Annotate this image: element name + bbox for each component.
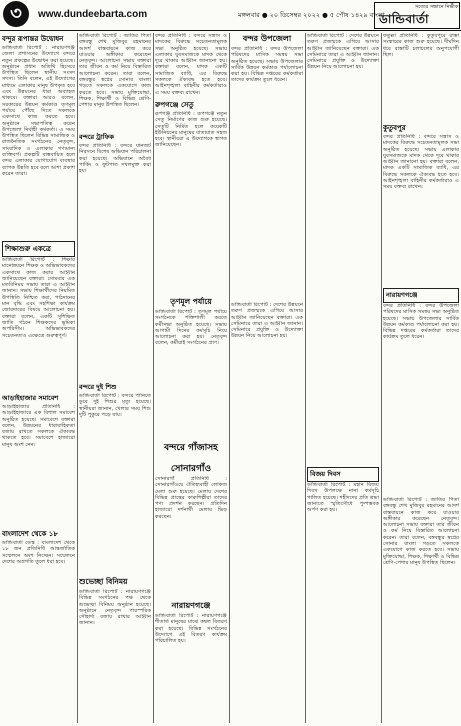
column-divider (153, 33, 154, 723)
story-headline[interactable]: নারায়ণগঞ্জে (383, 288, 459, 303)
column-1 (2, 33, 75, 723)
story-body: বন্দর প্রতিনিধি : বন্দর উপজেলা পরিষদের মাসিক সমন্বয় সভা অনুষ্ঠিত হয়েছে। সভায় উপজেলার সার্বিক উন্নয়ন কর্মকাণ্ড পর্যালোচনা করা হয়। বিভিন্ন দপ্তরের কর্মকর্তারা তাদের কার্যক্রম তুলে ধরেন। (231, 46, 303, 84)
column-divider (381, 33, 382, 723)
story-headline[interactable]: বাংলাদেশ থেকে ১৮ (2, 530, 58, 538)
masthead-tagline: সত্যের সন্ধানে নির্ভীক (415, 4, 459, 10)
story-body: রূপগঞ্জ প্রতিনিধি : রূপগঞ্জে নতুন সেতু নির্মাণের কাজ শুরু হয়েছে। সেতুটি নির্মিত হলে কয়েকটি ইউনিয়নের মানুষের যাতায়াত সহজ হবে। স্থানীয়রা এ উদ্যোগকে স্বাগত জানিয়েছেন। (155, 111, 227, 149)
story-body: সোনারগাঁ প্রতিনিধি : সোনারগাঁওয়ে ঐতিহ্যবাহী লোকজ মেলা শুরু হয়েছে। মেলায় দেশের বিভিন্ন প্রান্তের কারুশিল্পীরা তাদের পণ্য প্রদর্শন করছেন। প্রতিদিন হাজারো দর্শনার্থী মেলায় ভিড় করছেন। (155, 476, 227, 520)
story-body: ডান্ডিবার্তা রিপোর্ট : মহান বিজয় দিবস উপলক্ষে নানা কর্মসূচি পালিত হয়েছে। শহীদদের প্রতি শ্রদ্ধা জানাতে স্মৃতিসৌধে পুষ্পস্তবক অর্পণ করা হয়। (307, 482, 379, 514)
masthead-name: ডান্ডিবার্তা (379, 12, 429, 26)
story-body: বন্দর প্রতিনিধি : বন্দরে সন্ত্রাস ও মাদকের বিরুদ্ধে সচেতনতামূলক সভা অনুষ্ঠিত হয়েছে। সভায় এলাকার যুবসমাজকে মাদক থেকে দূরে থাকার আহ্বান জানানো হয়। বক্তারা বলেন, মাদক একটি সামাজিক ব্যাধি, এর বিরুদ্ধে সকলকে ঐক্যবদ্ধ হতে হবে। আইনশৃঙ্খলা বাহিনীর কর্মকর্তারাও এ সময় বক্তব্য রাখেন। (383, 134, 459, 191)
story-body: ডান্ডিবার্তা রিপোর্ট : দেশের উন্নয়নে তরুণ প্রজন্মকে এগিয়ে আসার আহ্বান জানিয়েছেন বক্তারা। এক সেমিনারে তারা এ আহ্বান জানান। সেমিনারে প্রযুক্তি ও উদ্যোক্তা উন্নয়ন নিয়ে আলোচনা হয়। (231, 302, 303, 340)
page-number: ৩ (3, 1, 29, 27)
story-body: বন্দর প্রতিনিধি : বন্দরে যানজট নিরসনে বিশেষ অভিযান পরিচালনা করা হয়েছে। অভিযানে অবৈধ পার্কিং ও ফুটপাত দখলমুক্ত করা হয়। (79, 143, 151, 175)
story-headline[interactable]: রুপগঞ্জে সেতু (155, 101, 194, 109)
story-headline[interactable]: শুভেচ্ছা বিনিময় (79, 577, 128, 586)
story-headline[interactable]: বন্দরে ট্রাফিক (79, 133, 114, 141)
story-body: ডান্ডিবার্তা ডেস্ক : বাংলাদেশ থেকে ১৮ জন প্রতিনিধি আন্তর্জাতিক সম্মেলনে অংশ নিচ্ছেন। সম্মেলনে দেশের অগ্রগতি তুলে ধরা হবে। (2, 540, 75, 565)
story-body: ফতুল্লা প্রতিনিধি : কুতুবপুরে রাস্তা সংস্কারের কাজ শুরু হয়েছে। দীর্ঘদিন ধরে রাস্তাটি চলাচলের অনুপযোগী ছিল। (383, 33, 459, 58)
story-headline[interactable]: বন্দরে দুই শিশু (79, 383, 117, 391)
column-6 (383, 33, 459, 723)
story-headline[interactable]: বন্দুর রূপান্তর উদ্বোধন (2, 35, 64, 43)
story-headline[interactable]: নারায়ণগঞ্জে (171, 601, 211, 610)
story-headline[interactable]: বন্দর উপজেলা (242, 34, 292, 43)
story-headline[interactable]: বন্দরে গাঁজাসহ (164, 443, 218, 453)
masthead (374, 2, 460, 29)
story-body: ডান্ডিবার্তা রিপোর্ট : জাতির পিতা বঙ্গবন্ধু শেখ মুজিবুর রহমানের আদর্শ বাস্তবায়নে কাজ করে যাওয়ার অঙ্গীকার করেছেন নেতৃবৃন্দ। আলোচনা সভায় বক্তারা তার জীবন ও কর্ম নিয়ে বিস্তারিত আলোচনা করেন। তারা বলেন, বঙ্গবন্ধুর স্বপ্নের সোনার বাংলা গড়তে সকলকে একযোগে কাজ করতে হবে। সভায় মুক্তিযোদ্ধা, শিক্ষক, শিক্ষার্থী ও বিভিন্ন শ্রেণি-পেশার মানুষ উপস্থিত ছিলেন। (79, 33, 151, 109)
story-headline[interactable]: বিজয় দিবস (307, 467, 379, 482)
column-divider (229, 33, 230, 723)
column-2 (79, 33, 151, 723)
story-body: ডান্ডিবার্তা রিপোর্ট : নারায়ণগঞ্জ জেলা প্রশাসনের উদ্যোগে বন্দরে নতুন প্রকল্পের উদ্বোধন করা হয়েছে। অনুষ্ঠানে প্রধান অতিথি হিসেবে উপস্থিত ছিলেন স্থানীয় সংসদ সদস্য। তিনি বলেন, এই উদ্যোগের মাধ্যমে এলাকার মানুষ উপকৃত হবে এবং উন্নয়নের ধারা অব্যাহত থাকবে। বক্তারা আরও বলেন, সরকারের উন্নয়ন কর্মকাণ্ড তৃণমূল পর্যায়ে পৌঁছে দিতে সকলকে একসাথে কাজ করতে হবে। অনুষ্ঠানে সভাপতিত্ব করেন উপজেলা নির্বাহী কর্মকর্তা। এ সময় উপস্থিত ছিলেন বিভিন্ন সামাজিক ও রাজনৈতিক সংগঠনের নেতৃবৃন্দ, সাংবাদিক ও এলাকার গণ্যমান্য ব্যক্তিবর্গ। প্রকল্পটি বাস্তবায়িত হলে বন্দর এলাকার যোগাযোগ ব্যবস্থার ব্যাপক উন্নতি হবে বলে আশা প্রকাশ করেন তারা। (2, 45, 75, 177)
dateline: মঙ্গলবার ● ২০ ডিসেম্বর ২০২২ ● ৫ পৌষ ১৪২৯ বাংলা (238, 11, 385, 19)
story-headline[interactable]: কুতুবপুর (383, 124, 406, 132)
column-divider (77, 33, 78, 723)
column-3 (155, 33, 227, 723)
column-4 (231, 33, 303, 723)
story-headline[interactable]: আড়াইহাজার সমাবেশ (2, 394, 59, 402)
story-body: বন্দর প্রতিনিধি : বন্দর উপজেলা পরিষদের মাসিক সমন্বয় সভা অনুষ্ঠিত হয়েছে। সভায় উপজেলার সার্বিক উন্নয়ন কর্মকাণ্ড পর্যালোচনা করা হয়। বিভিন্ন দপ্তরের কর্মকর্তারা তাদের কার্যক্রম তুলে ধরেন। (383, 303, 459, 341)
story-body: ডান্ডিবার্তা রিপোর্ট : নারায়ণগঞ্জে শীতার্ত মানুষের মাঝে কম্বল বিতরণ করা হয়েছে। বিভিন্ন সংগঠনের উদ্যোগে এই বিতরণ কার্যক্রম পরিচালিত হয়। (155, 613, 227, 645)
story-headline[interactable]: তৃণমূল পর্যায়ে (170, 297, 212, 306)
story-body: বন্দর প্রতিনিধি : বন্দরে সন্ত্রাস ও মাদকের বিরুদ্ধে সচেতনতামূলক সভা অনুষ্ঠিত হয়েছে। সভায় এলাকার যুবসমাজকে মাদক থেকে দূরে থাকার আহ্বান জানানো হয়। বক্তারা বলেন, মাদক একটি সামাজিক ব্যাধি, এর বিরুদ্ধে সকলকে ঐক্যবদ্ধ হতে হবে। আইনশৃঙ্খলা বাহিনীর কর্মকর্তারাও এ সময় বক্তব্য রাখেন। (155, 33, 227, 95)
story-body: ডান্ডিবার্তা রিপোর্ট : দেশের উন্নয়নে তরুণ প্রজন্মকে এগিয়ে আসার আহ্বান জানিয়েছেন বক্তারা। এক সেমিনারে তারা এ আহ্বান জানান। সেমিনারে প্রযুক্তি ও উদ্যোক্তা উন্নয়ন নিয়ে আলোচনা হয়। (307, 33, 379, 71)
story-headline[interactable]: সোনারগাঁও (170, 464, 212, 474)
column-5 (307, 33, 379, 723)
story-body: ডান্ডিবার্তা রিপোর্ট : জাতির পিতা বঙ্গবন্ধু শেখ মুজিবুর রহমানের আদর্শ বাস্তবায়নে কাজ করে যাওয়ার অঙ্গীকার করেছেন নেতৃবৃন্দ। আলোচনা সভায় বক্তারা তার জীবন ও কর্ম নিয়ে বিস্তারিত আলোচনা করেন। তারা বলেন, বঙ্গবন্ধুর স্বপ্নের সোনার বাংলা গড়তে সকলকে একযোগে কাজ করতে হবে। সভায় মুক্তিযোদ্ধা, শিক্ষক, শিক্ষার্থী ও বিভিন্ন শ্রেণি-পেশার মানুষ উপস্থিত ছিলেন। (383, 497, 459, 566)
story-body: ডান্ডিবার্তা রিপোর্ট : তৃণমূল পর্যায়ে সংগঠনকে শক্তিশালী করতে কর্মীসভা অনুষ্ঠিত হয়েছে। সভায় আগামী দিনের কর্মসূচি নিয়ে আলোচনা করা হয়। নেতৃবৃন্দ বলেন, কর্মীরাই সংগঠনের প্রাণ। (155, 309, 227, 347)
story-body: ডান্ডিবার্তা রিপোর্ট : শিক্ষার মানোন্নয়নে শিক্ষক ও অভিভাবকদের একসাথে কাজ করার আহ্বান জানিয়েছেন বক্তারা। সোমবার এক মতবিনিময় সভায় তারা এ আহ্বান জানান। সভায় শিক্ষার্থীদের নিয়মিত উপস্থিতি নিশ্চিত করা, পাঠদানের মান বৃদ্ধি এবং সহশিক্ষা কার্যক্রম জোরদারের বিষয়ে আলোচনা হয়। বক্তারা বলেন, একটি সুশিক্ষিত জাতি গঠনে শিক্ষকদের ভূমিকা অপরিসীম। অভিভাবকদের সচেতনতাও এক্ষেত্রে গুরুত্বপূর্ণ। (2, 257, 75, 339)
page-header (0, 0, 461, 31)
story-body: ডান্ডিবার্তা রিপোর্ট : বন্দরে পানিতে ডুবে দুই শিশুর মৃত্যু হয়েছে। স্থানীয়রা জানান, খেলার সময় শিশু দুটি পুকুরে পড়ে যায়। (79, 393, 151, 418)
column-divider (305, 33, 306, 723)
story-body: আড়াইহাজার প্রতিনিধি : আড়াইহাজারে এক বিশাল সমাবেশ অনুষ্ঠিত হয়েছে। সমাবেশে বক্তারা বলেন, উন্নয়নের ধারাবাহিকতা বজায় রাখতে সকলকে ঐক্যবদ্ধ থাকতে হবে। সমাবেশে হাজারো মানুষ অংশ নেন। (2, 404, 75, 448)
story-headline[interactable]: শিক্ষাশুরু একত্রে (2, 241, 75, 257)
story-body: ডান্ডিবার্তা রিপোর্ট : নারায়ণগঞ্জে বিভিন্ন সংগঠনের পক্ষ থেকে শুভেচ্ছা বিনিময় অনুষ্ঠান হয়েছে। অনুষ্ঠানে নেতৃবৃন্দ পারস্পরিক সৌহার্দ্য বজায় রাখার আহ্বান জানান। (79, 589, 151, 627)
website-url[interactable]: www.dundeebarta.com (38, 9, 148, 20)
